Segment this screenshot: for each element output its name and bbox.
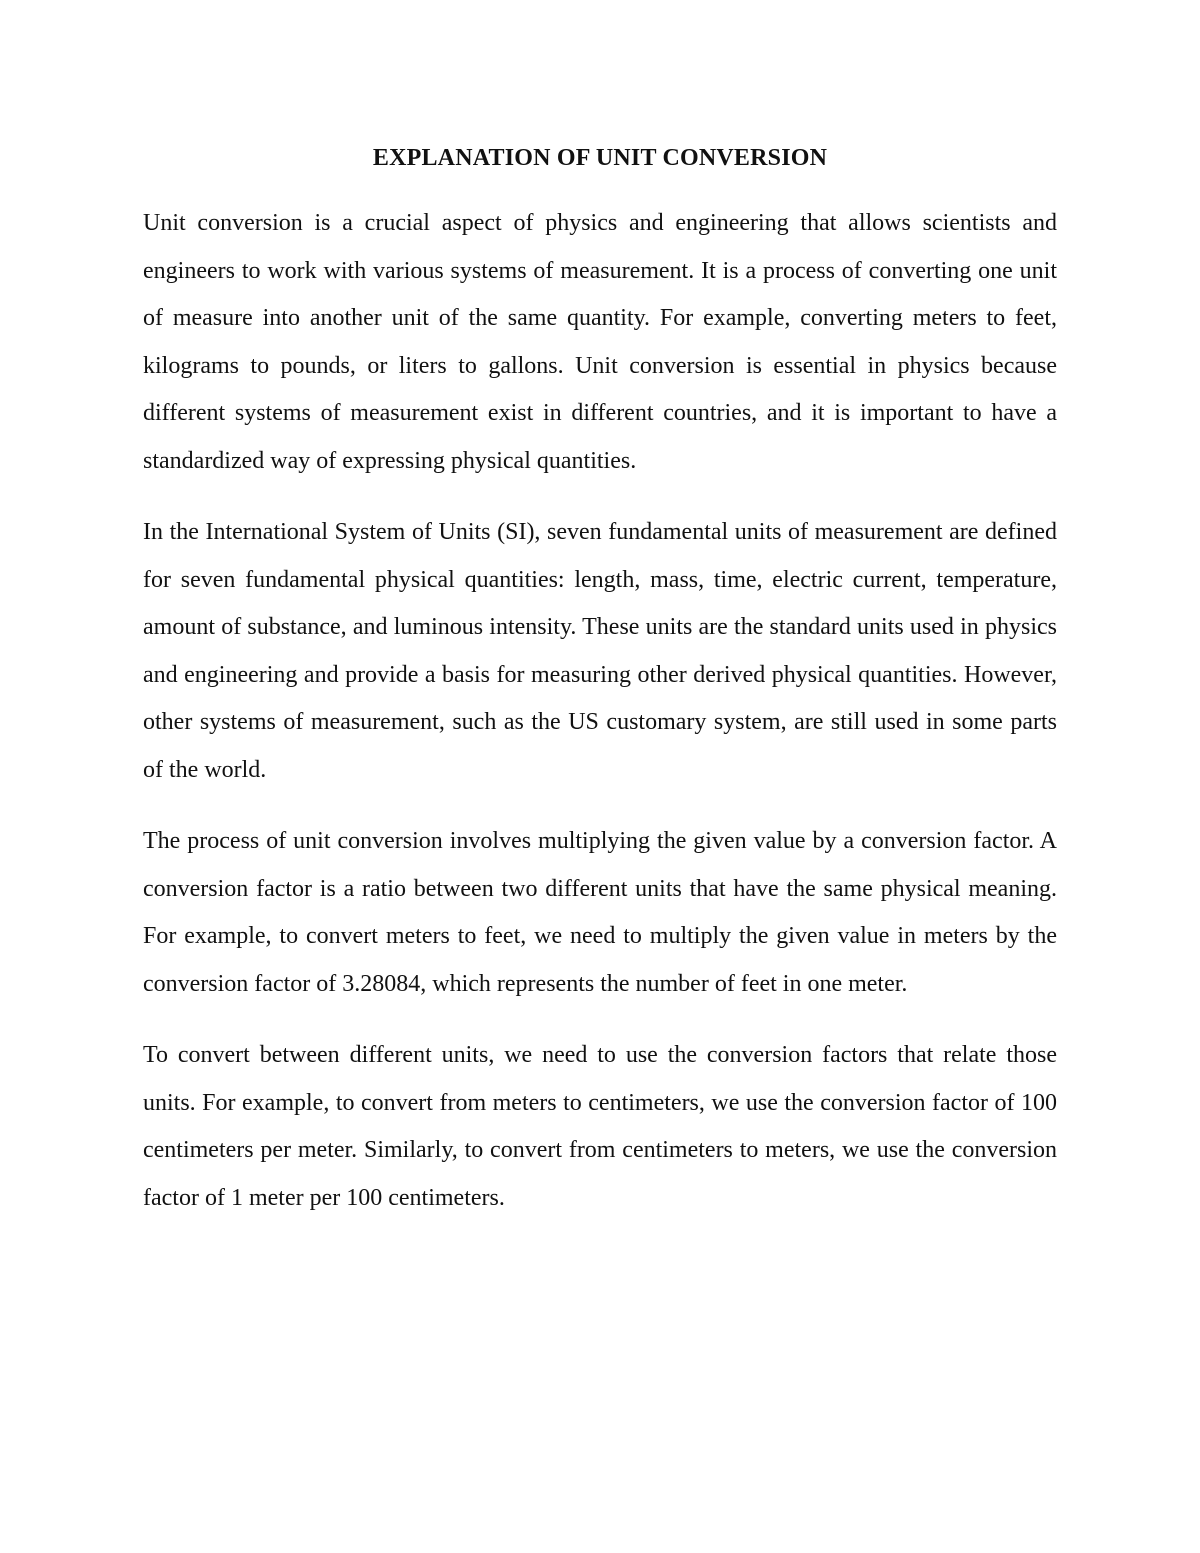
document-title: EXPLANATION OF UNIT CONVERSION [372, 145, 828, 171]
document-body [143, 138, 1057, 1222]
paragraph-conversion-process: The process of unit conversion involves multiplying the given value by a conversion factor. A conversion factor is a ratio between two different units that have the same physical meaning. For example, to convert meters to feet, we need to multiply the given value in meters by the conversion factor of 3.28084, which represents the number of feet in one meter. [143, 828, 1057, 997]
paragraph-conversion-factors: To convert between different units, we need to use the conversion factors that relate those units. For example, to convert from meters to centimeters, we use the conversion factor of 100 centimeters per meter. Similarly, to convert from centimeters to meters, we use the conversion factor of 1 meter per 100 centimeters. [143, 1042, 1057, 1211]
paragraph-si-units: In the International System of Units (SI), seven fundamental units of measurement are defined for seven fundamental physical quantities: length, mass, time, electric current, temperature, amount of substance, and luminous intensity. These units are the standard units used in physics and engineering and provide a basis for measuring other derived physical quantities. However, other systems of measurement, such as the US customary system, are still used in some parts of the world. [143, 519, 1057, 783]
paragraph-unit-conversion-intro: Unit conversion is a crucial aspect of physics and engineering that allows scientists and engineers to work with various systems of measurement. It is a process of converting one unit of measure into another unit of the same quantity. For example, converting meters to feet, kilograms to pounds, or liters to gallons. Unit conversion is essential in physics because different systems of measurement exist in different countries, and it is important to have a standardized way of expressing physical quantities. [143, 210, 1057, 474]
